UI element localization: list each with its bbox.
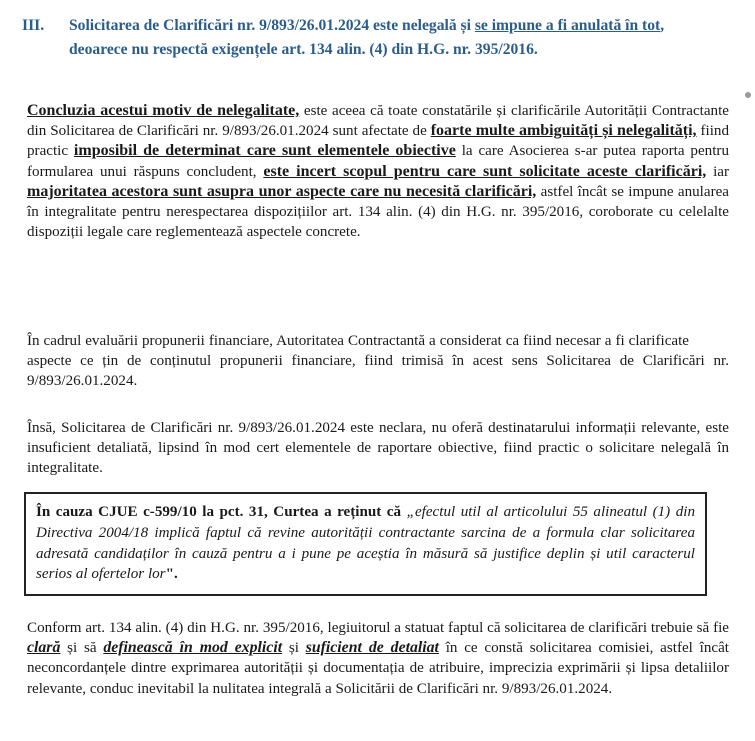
conclusion-emphasis-1: foarte multe ambiguități și nelegalități, xyxy=(430,122,697,140)
legal-keyword-clear: clară xyxy=(27,639,61,657)
conclusion-text-4: iar xyxy=(706,163,730,180)
heading-part-1: Solicitarea de Clarificări nr. 9/893/26.01.2024 este nelegală și xyxy=(69,17,475,34)
quote-text: „efectul util al articolului 55 alineatul (1) din Directiva 2004/18 implică faptul că revine autorității contractante sarcina de a formula clar solicitarea adresată candidaților în cauză pentru a i pune pe aceștia în măsură să justifice deplin și util caracterul serios al ofertelor lor xyxy=(36,504,695,583)
conclusion-emphasis-2: imposibil de determinat care sunt elementele obiective xyxy=(73,142,456,160)
heading-part-3: , deoarece nu respectă exigențele art. 134 alin. (4) din H.G. nr. 395/2016. xyxy=(69,17,665,58)
conclusion-emphasis-4: majoritatea acestora sunt asupra unor aspecte care nu necesită clarificări, xyxy=(27,182,537,200)
legal-keyword-explicit: definească în mod explicit xyxy=(103,639,283,657)
paragraph-legal-basis xyxy=(27,618,729,699)
cjue-quote-box xyxy=(24,492,707,596)
section-heading xyxy=(22,14,722,62)
evaluation-text-1: În cadrul evaluării propunerii financiare, Autoritatea Contractantă a considerat ca fiind necesar a fi clarificate xyxy=(27,333,689,349)
paragraph-unclear: Însă, Solicitarea de Clarificări nr. 9/893/26.01.2024 este neclara, nu oferă destinatarului informații relevante, este insuficient detaliată, lipsind în mod cert elementele de raportare obiective, fiind practic o solicitare nelegală în integralitate. xyxy=(27,420,729,477)
conclusion-text-2: fiind practic xyxy=(27,123,729,160)
conclusion-emphasis-3: este incert scopul pentru care sunt solicitate aceste clarificări, xyxy=(263,162,707,180)
conclusion-lead: Concluzia acestui motiv de nelegalitate, xyxy=(27,102,300,119)
legal-text-3: și xyxy=(282,640,306,657)
legal-keyword-detailed: suficient de detaliat xyxy=(305,639,439,657)
section-title xyxy=(69,14,722,62)
conclusion-text-1: este aceea că toate constatările și clarificările Autorității Contractante din Solicitarea de Clarificări nr. 9/893/26.01.2024 sunt afectate de xyxy=(27,103,729,140)
heading-emphasis: se impune a fi anulată în tot xyxy=(474,17,661,34)
paragraph-evaluation xyxy=(27,331,729,392)
legal-text-2: și să xyxy=(60,640,104,657)
conclusion-text-5: astfel încât se impune anularea în integralitate pentru nerespectarea dispozițiilor art. 134 alin. (4) din H.G. nr. 395/2016, coroborate cu celelalte dispoziții legale care reglementează aspectele concrete. xyxy=(27,183,729,241)
legal-text-4: în ce constă solicitarea comisiei, astfel încât neconcordanțele dintre exprimarea autorității și documentația de atribuire, imprecizia exprimării și lipsa detaliilor relevante, conduc inevitabil la nulitatea integrală a Solicitării de Clarificări nr. 9/893/26.01.2024. xyxy=(27,640,729,697)
paragraph-conclusion xyxy=(27,101,729,242)
scan-edge-mark xyxy=(745,92,751,98)
quote-label: În cauza CJUE c-599/10 la pct. 31, Curtea a reținut că xyxy=(36,504,407,520)
evaluation-text-2: aspecte ce țin de conținutul propunerii financiare, fiind trimisă în acest sens Solicitarea de Clarificări nr. 9/893/26.01.2024. xyxy=(27,353,729,390)
legal-text-1: Conform art. 134 alin. (4) din H.G. nr. 395/2016, legiuitorul a statuat faptul că solicitarea de clarificări trebuie să fie xyxy=(27,620,729,636)
section-number: III. xyxy=(22,17,45,34)
quote-end: ". xyxy=(165,566,178,583)
conclusion-text-3: la care Asocierea s-ar putea raporta pentru formularea unui răspuns concludent, xyxy=(27,143,729,180)
